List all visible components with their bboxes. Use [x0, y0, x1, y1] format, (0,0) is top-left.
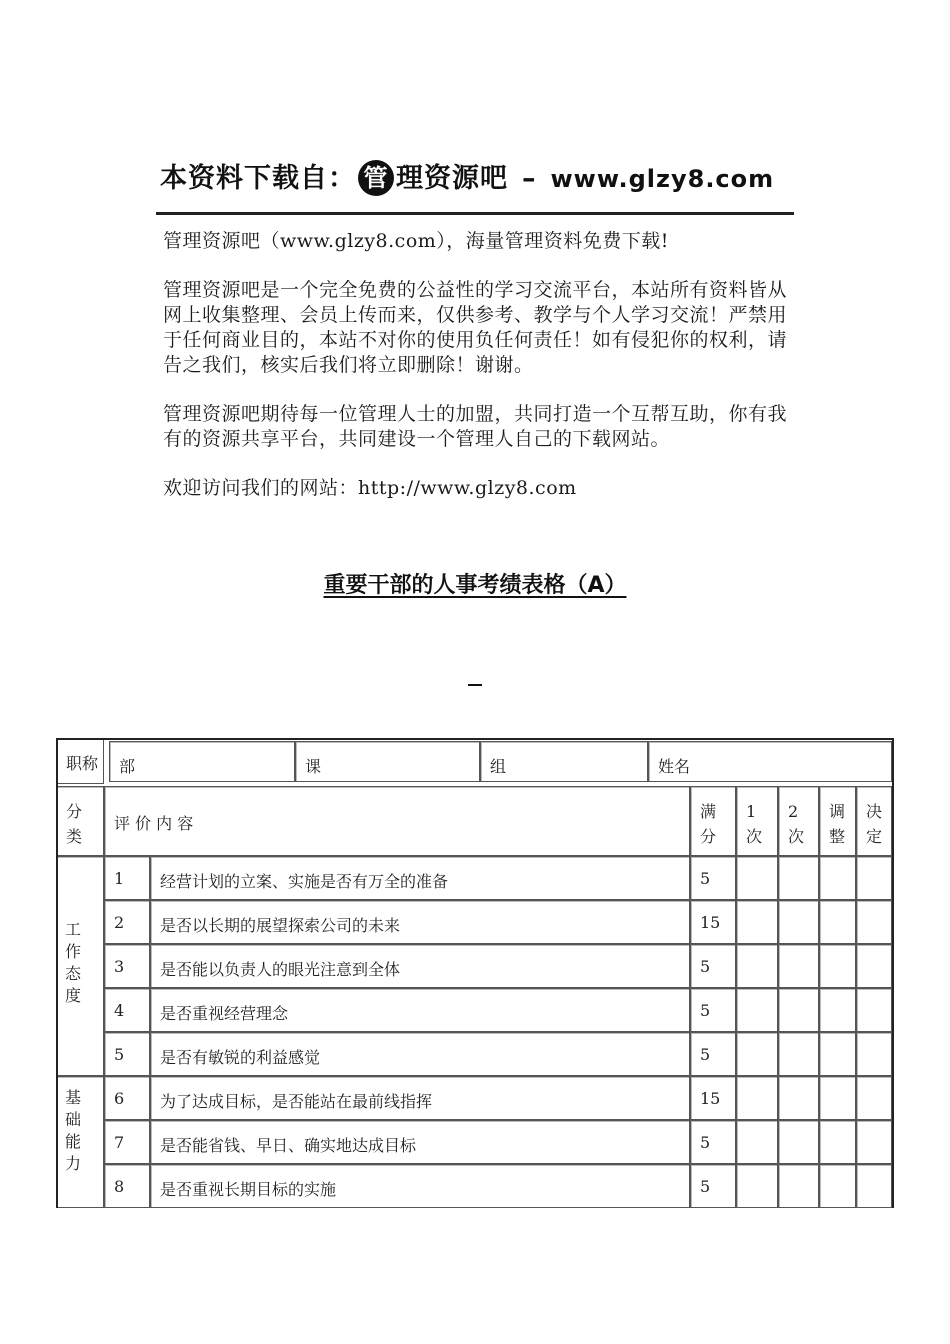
banner-dash: – — [522, 163, 537, 194]
table-row-7-content — [150, 1120, 690, 1164]
table-row-1-decide[interactable] — [856, 856, 892, 900]
row-content: 是否重视长期目标的实施 — [160, 1180, 337, 1199]
table-row-4-decide[interactable] — [856, 988, 892, 1032]
category-work-attitude-label: 工作态度 — [65, 920, 82, 1005]
header-first-round — [736, 786, 778, 856]
table-row-8-score — [690, 1164, 736, 1208]
table-row-8-number — [104, 1164, 150, 1208]
table-row-8-content — [150, 1164, 690, 1208]
table-row-3-second[interactable] — [778, 944, 819, 988]
table-row-3-first[interactable] — [736, 944, 778, 988]
table-row-8-first[interactable] — [736, 1164, 778, 1208]
document-title-text: 重要干部的人事考绩表格（A） — [323, 573, 627, 598]
info-section-label: 课 — [305, 757, 322, 776]
header-category — [56, 786, 104, 856]
row-number: 2 — [114, 913, 125, 932]
table-row-5-second[interactable] — [778, 1032, 819, 1076]
banner-lead: 本资料下载自： — [160, 163, 356, 194]
header-content-label: 评 价 内 容 — [114, 814, 194, 833]
table-row-8-second[interactable] — [778, 1164, 819, 1208]
table-row-5-decide[interactable] — [856, 1032, 892, 1076]
brand-logo-icon: 管 — [358, 160, 394, 196]
banner-url: www.glzy8.com — [550, 165, 775, 193]
row-content: 是否能以负责人的眼光注意到全体 — [160, 960, 401, 979]
table-row-7-second[interactable] — [778, 1120, 819, 1164]
header-adjust-label: 调整 — [829, 802, 846, 846]
table-row-6-second[interactable] — [778, 1076, 819, 1120]
table-row-2-score — [690, 900, 736, 944]
intro-paragraph-1: 管理资源吧（www.glzy8.com），海量管理资料免费下载! — [163, 230, 669, 252]
table-row-8-adjust[interactable] — [819, 1164, 856, 1208]
row-content: 是否重视经营理念 — [160, 1004, 289, 1023]
table-row-7-decide[interactable] — [856, 1120, 892, 1164]
table-row-2-content — [150, 900, 690, 944]
row-score: 15 — [700, 913, 721, 932]
header-decide — [856, 786, 892, 856]
row-score: 5 — [700, 1177, 711, 1196]
table-row-7-score — [690, 1120, 736, 1164]
header-content — [104, 786, 690, 856]
table-row-3-score — [690, 944, 736, 988]
table-row-2-adjust[interactable] — [819, 900, 856, 944]
row-number: 4 — [114, 1001, 125, 1020]
intro-text — [163, 229, 803, 525]
table-row-2-decide[interactable] — [856, 900, 892, 944]
row-number: 7 — [114, 1133, 125, 1152]
row-score: 5 — [700, 957, 711, 976]
table-row-5-first[interactable] — [736, 1032, 778, 1076]
table-row-6-content — [150, 1076, 690, 1120]
header-decide-label: 决定 — [866, 802, 883, 846]
info-dept-label: 部 — [119, 757, 136, 776]
row-number: 1 — [114, 869, 125, 888]
table-row-1-adjust[interactable] — [819, 856, 856, 900]
table-row-1-content — [150, 856, 690, 900]
table-row-8-decide[interactable] — [856, 1164, 892, 1208]
header-second-round — [778, 786, 819, 856]
table-row-6-score — [690, 1076, 736, 1120]
table-row-3-decide[interactable] — [856, 944, 892, 988]
table-row-1-number — [104, 856, 150, 900]
document-title — [0, 568, 950, 599]
banner-brand: 理资源吧 — [396, 163, 508, 194]
row-score: 5 — [700, 1001, 711, 1020]
header-category-label: 分类 — [66, 802, 83, 846]
banner-text — [160, 156, 774, 198]
category-work-attitude — [56, 856, 104, 1076]
header-full-score — [690, 786, 736, 856]
row-content: 是否能省钱、早日、确实地达成目标 — [160, 1136, 417, 1155]
info-section-cell — [295, 741, 480, 782]
table-row-6-first[interactable] — [736, 1076, 778, 1120]
info-title-label: 职称 — [66, 754, 99, 773]
intro-paragraph-3: 管理资源吧期待每一位管理人士的加盟，共同打造一个互帮互助，你有我有的资源共享平台，共同建设一个管理人自己的下载网站。 — [163, 403, 788, 450]
header-second-round-label: 2次 — [788, 802, 805, 846]
table-row-3-number — [104, 944, 150, 988]
table-row-4-second[interactable] — [778, 988, 819, 1032]
row-number: 5 — [114, 1045, 125, 1064]
table-row-2-second[interactable] — [778, 900, 819, 944]
table-row-6-adjust[interactable] — [819, 1076, 856, 1120]
info-name-cell — [648, 741, 892, 782]
dash-mark — [468, 684, 482, 686]
info-group-cell — [480, 741, 648, 782]
row-score: 15 — [700, 1089, 721, 1108]
row-content: 为了达成目标，是否能站在最前线指挥 — [160, 1092, 433, 1111]
table-row-7-first[interactable] — [736, 1120, 778, 1164]
evaluation-table — [56, 738, 894, 1208]
table-row-5-adjust[interactable] — [819, 1032, 856, 1076]
table-row-3-content — [150, 944, 690, 988]
table-row-6-number — [104, 1076, 150, 1120]
category-basic-ability — [56, 1076, 104, 1208]
row-score: 5 — [700, 1133, 711, 1152]
table-row-7-adjust[interactable] — [819, 1120, 856, 1164]
info-name-label: 姓名 — [658, 757, 691, 776]
table-row-5-number — [104, 1032, 150, 1076]
intro-paragraph-2: 管理资源吧是一个完全免费的公益性的学习交流平台，本站所有资料皆从网上收集整理、会员上传而来，仅供参考、教学与个人学习交流！严禁用于任何商业目的，本站不对你的使用负任何责任！如有侵犯你的权利，请告之我们，核实后我们将立即删除！谢谢。 — [163, 279, 788, 376]
header-adjust — [819, 786, 856, 856]
row-score: 5 — [700, 869, 711, 888]
table-row-2-number — [104, 900, 150, 944]
row-number: 8 — [114, 1177, 125, 1196]
row-number: 3 — [114, 957, 125, 976]
row-number: 6 — [114, 1089, 125, 1108]
table-row-7-number — [104, 1120, 150, 1164]
banner-divider — [156, 212, 794, 215]
table-row-4-first[interactable] — [736, 988, 778, 1032]
header-first-round-label: 1次 — [746, 802, 763, 846]
table-row-1-second[interactable] — [778, 856, 819, 900]
header-full-score-label: 满分 — [700, 802, 717, 846]
table-row-3-adjust[interactable] — [819, 944, 856, 988]
table-row-4-score — [690, 988, 736, 1032]
info-title-cell — [56, 738, 104, 784]
intro-paragraph-4: 欢迎访问我们的网站：http://www.glzy8.com — [163, 477, 577, 499]
info-group-label: 组 — [490, 757, 507, 776]
table-row-4-content — [150, 988, 690, 1032]
table-row-1-score — [690, 856, 736, 900]
info-dept-cell — [109, 741, 295, 782]
table-row-4-number — [104, 988, 150, 1032]
row-content: 是否有敏锐的利益感觉 — [160, 1048, 321, 1067]
row-content: 经营计划的立案、实施是否有万全的准备 — [160, 872, 449, 891]
table-row-5-score — [690, 1032, 736, 1076]
table-row-5-content — [150, 1032, 690, 1076]
table-row-2-first[interactable] — [736, 900, 778, 944]
table-row-1-first[interactable] — [736, 856, 778, 900]
table-row-4-adjust[interactable] — [819, 988, 856, 1032]
row-content: 是否以长期的展望探索公司的未来 — [160, 916, 401, 935]
table-row-6-decide[interactable] — [856, 1076, 892, 1120]
row-score: 5 — [700, 1045, 711, 1064]
download-banner — [160, 150, 800, 210]
category-basic-ability-label: 基础能力 — [65, 1088, 82, 1173]
